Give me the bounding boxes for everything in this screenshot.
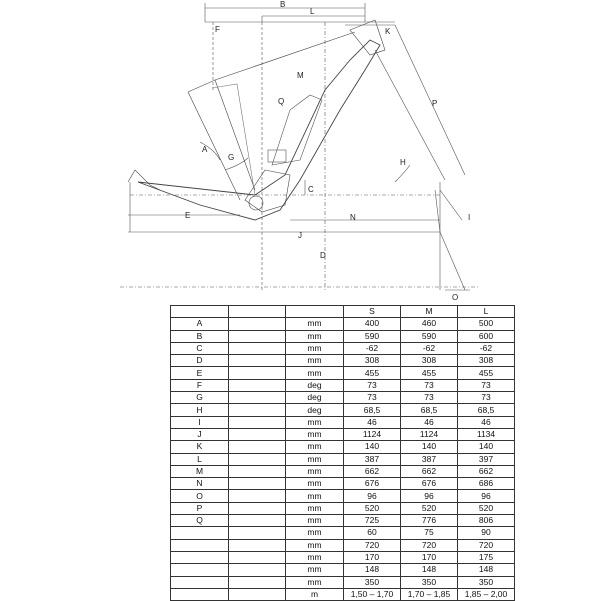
dim-label-l: L xyxy=(310,7,315,16)
row-letter: A xyxy=(171,318,229,330)
row-unit: mm xyxy=(286,441,344,453)
dim-label-j: J xyxy=(298,231,302,240)
size-s-value: 140 xyxy=(344,441,401,453)
dim-label-q: Q xyxy=(278,97,285,106)
size-m-value: 68,5 xyxy=(401,404,458,416)
size-m-value: -62 xyxy=(401,342,458,354)
table-row xyxy=(171,367,515,379)
row-unit: mm xyxy=(286,478,344,490)
row-unit: mm xyxy=(286,564,344,576)
row-unit: mm xyxy=(286,355,344,367)
size-m-value: 140 xyxy=(401,441,458,453)
size-m-value: 75 xyxy=(401,527,458,539)
header-cell xyxy=(286,306,344,318)
row-description xyxy=(229,515,286,527)
dim-label-i: I xyxy=(468,213,471,222)
table-row xyxy=(171,392,515,404)
size-m-value: 350 xyxy=(401,576,458,588)
table-row xyxy=(171,527,515,539)
table-row xyxy=(171,539,515,551)
row-letter: F xyxy=(171,379,229,391)
header-cell xyxy=(171,306,229,318)
row-unit: mm xyxy=(286,428,344,440)
row-letter: P xyxy=(171,502,229,514)
row-description xyxy=(229,527,286,539)
dim-label-p: P xyxy=(432,99,438,108)
dim-label-d: D xyxy=(320,251,326,260)
row-description xyxy=(229,318,286,330)
dim-label-g: G xyxy=(228,153,235,162)
row-letter: Q xyxy=(171,515,229,527)
size-s-value: 60 xyxy=(344,527,401,539)
size-m-value: 1124 xyxy=(401,428,458,440)
row-unit: deg xyxy=(286,379,344,391)
table-row xyxy=(171,502,515,514)
dim-label-h: H xyxy=(400,158,406,167)
size-l-value: -62 xyxy=(458,342,515,354)
size-l-value: 350 xyxy=(458,576,515,588)
size-l-value: 806 xyxy=(458,515,515,527)
table-row xyxy=(171,576,515,588)
row-unit: mm xyxy=(286,490,344,502)
header-size-l: L xyxy=(458,306,515,318)
size-l-value: 73 xyxy=(458,379,515,391)
table-row xyxy=(171,564,515,576)
size-m-value: 520 xyxy=(401,502,458,514)
size-m-value: 148 xyxy=(401,564,458,576)
row-unit: mm xyxy=(286,342,344,354)
size-s-value: 68,5 xyxy=(344,404,401,416)
size-m-value: 96 xyxy=(401,490,458,502)
size-l-value: 90 xyxy=(458,527,515,539)
size-s-value: 1124 xyxy=(344,428,401,440)
size-m-value: 455 xyxy=(401,367,458,379)
size-l-value: 520 xyxy=(458,502,515,514)
header-size-m: M xyxy=(401,306,458,318)
row-description xyxy=(229,330,286,342)
size-m-value: 73 xyxy=(401,392,458,404)
size-l-value: 96 xyxy=(458,490,515,502)
row-description xyxy=(229,367,286,379)
row-description xyxy=(229,551,286,563)
row-description xyxy=(229,564,286,576)
row-description xyxy=(229,441,286,453)
row-letter: B xyxy=(171,330,229,342)
row-description xyxy=(229,355,286,367)
row-description xyxy=(229,576,286,588)
size-m-value: 776 xyxy=(401,515,458,527)
row-unit: mm xyxy=(286,367,344,379)
table-row xyxy=(171,465,515,477)
size-l-value: 148 xyxy=(458,564,515,576)
size-m-value: 170 xyxy=(401,551,458,563)
dim-label-n: N xyxy=(350,213,356,222)
size-s-value: 720 xyxy=(344,539,401,551)
table-row xyxy=(171,441,515,453)
table-row xyxy=(171,416,515,428)
geometry-table-body xyxy=(171,318,515,601)
table-row xyxy=(171,515,515,527)
header-size-s: S xyxy=(344,306,401,318)
size-s-value: 170 xyxy=(344,551,401,563)
size-m-value: 46 xyxy=(401,416,458,428)
row-description xyxy=(229,478,286,490)
row-unit: deg xyxy=(286,404,344,416)
size-l-value: 720 xyxy=(458,539,515,551)
size-l-value: 308 xyxy=(458,355,515,367)
geometry-table xyxy=(170,305,515,601)
row-letter: C xyxy=(171,342,229,354)
row-description xyxy=(229,490,286,502)
dim-label-m: M xyxy=(297,71,304,80)
size-s-value: 662 xyxy=(344,465,401,477)
row-letter: O xyxy=(171,490,229,502)
table-row xyxy=(171,478,515,490)
size-s-value: 96 xyxy=(344,490,401,502)
size-l-value: 500 xyxy=(458,318,515,330)
dim-label-c: C xyxy=(308,185,314,194)
table-row xyxy=(171,453,515,465)
row-letter: L xyxy=(171,453,229,465)
row-description xyxy=(229,416,286,428)
row-letter xyxy=(171,539,229,551)
size-s-value: 400 xyxy=(344,318,401,330)
row-unit: mm xyxy=(286,539,344,551)
row-letter xyxy=(171,588,229,600)
row-description xyxy=(229,404,286,416)
row-letter xyxy=(171,527,229,539)
row-description xyxy=(229,453,286,465)
size-s-value: 455 xyxy=(344,367,401,379)
size-m-value: 460 xyxy=(401,318,458,330)
row-description xyxy=(229,465,286,477)
row-description xyxy=(229,588,286,600)
row-unit: mm xyxy=(286,527,344,539)
size-l-value: 1,85 – 2,00 xyxy=(458,588,515,600)
table-row xyxy=(171,379,515,391)
size-s-value: 46 xyxy=(344,416,401,428)
row-letter: G xyxy=(171,392,229,404)
row-letter: J xyxy=(171,428,229,440)
row-letter: M xyxy=(171,465,229,477)
size-l-value: 73 xyxy=(458,392,515,404)
size-m-value: 662 xyxy=(401,465,458,477)
row-letter xyxy=(171,576,229,588)
size-m-value: 720 xyxy=(401,539,458,551)
size-l-value: 1134 xyxy=(458,428,515,440)
table-row xyxy=(171,588,515,600)
size-s-value: 73 xyxy=(344,379,401,391)
size-s-value: 590 xyxy=(344,330,401,342)
size-m-value: 73 xyxy=(401,379,458,391)
row-letter xyxy=(171,551,229,563)
size-l-value: 686 xyxy=(458,478,515,490)
geometry-table-header xyxy=(171,306,515,318)
table-row xyxy=(171,551,515,563)
size-l-value: 455 xyxy=(458,367,515,379)
table-row xyxy=(171,404,515,416)
size-l-value: 397 xyxy=(458,453,515,465)
size-l-value: 46 xyxy=(458,416,515,428)
size-s-value: 725 xyxy=(344,515,401,527)
size-s-value: 520 xyxy=(344,502,401,514)
size-s-value: 148 xyxy=(344,564,401,576)
row-unit: mm xyxy=(286,515,344,527)
row-unit: mm xyxy=(286,551,344,563)
row-unit: mm xyxy=(286,576,344,588)
size-m-value: 676 xyxy=(401,478,458,490)
row-unit: mm xyxy=(286,502,344,514)
size-m-value: 590 xyxy=(401,330,458,342)
table-row xyxy=(171,490,515,502)
dim-label-a: A xyxy=(202,145,208,154)
table-row xyxy=(171,355,515,367)
row-unit: m xyxy=(286,588,344,600)
row-unit: mm xyxy=(286,416,344,428)
header-cell xyxy=(229,306,286,318)
row-letter: H xyxy=(171,404,229,416)
dim-label-k: K xyxy=(385,27,391,36)
row-letter: E xyxy=(171,367,229,379)
size-m-value: 387 xyxy=(401,453,458,465)
dim-label-e: E xyxy=(185,211,191,220)
row-letter: D xyxy=(171,355,229,367)
size-l-value: 175 xyxy=(458,551,515,563)
size-s-value: 676 xyxy=(344,478,401,490)
size-l-value: 600 xyxy=(458,330,515,342)
row-unit: mm xyxy=(286,453,344,465)
size-l-value: 140 xyxy=(458,441,515,453)
size-s-value: 308 xyxy=(344,355,401,367)
table-row xyxy=(171,318,515,330)
row-unit: mm xyxy=(286,465,344,477)
size-s-value: -62 xyxy=(344,342,401,354)
size-s-value: 73 xyxy=(344,392,401,404)
row-description xyxy=(229,502,286,514)
size-s-value: 1,50 – 1,70 xyxy=(344,588,401,600)
size-s-value: 350 xyxy=(344,576,401,588)
table-row xyxy=(171,330,515,342)
row-unit: deg xyxy=(286,392,344,404)
size-s-value: 387 xyxy=(344,453,401,465)
row-unit: mm xyxy=(286,318,344,330)
row-unit: mm xyxy=(286,330,344,342)
row-description xyxy=(229,392,286,404)
dim-label-o: O xyxy=(452,293,459,302)
size-l-value: 68,5 xyxy=(458,404,515,416)
size-m-value: 1,70 – 1,85 xyxy=(401,588,458,600)
row-letter xyxy=(171,564,229,576)
row-description xyxy=(229,428,286,440)
size-l-value: 662 xyxy=(458,465,515,477)
row-letter: I xyxy=(171,416,229,428)
row-letter: K xyxy=(171,441,229,453)
dim-label-b: B xyxy=(280,0,286,9)
table-row xyxy=(171,428,515,440)
row-letter: N xyxy=(171,478,229,490)
dim-label-f: F xyxy=(215,25,220,34)
row-description xyxy=(229,342,286,354)
table-row xyxy=(171,342,515,354)
row-description xyxy=(229,539,286,551)
size-m-value: 308 xyxy=(401,355,458,367)
row-description xyxy=(229,379,286,391)
